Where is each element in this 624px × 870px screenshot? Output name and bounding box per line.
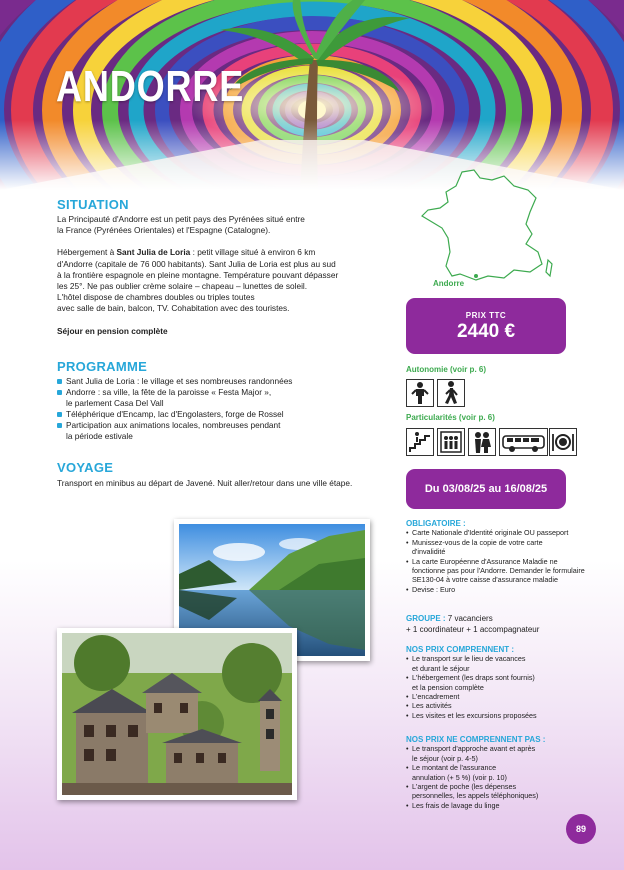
- list-item: • Le montant de l'assurance annulation (+ 5 %) (voir p. 10): [406, 763, 606, 782]
- voyage-heading: VOYAGE: [57, 460, 114, 475]
- meal-icon: [549, 428, 577, 456]
- situation-p1-line1: La Principauté d'Andorre est un petit pays des Pyrénées situé entre: [57, 214, 305, 224]
- comprennent-heading: NOS PRIX COMPRENNENT :: [406, 645, 515, 654]
- obligatoire-section: [406, 519, 606, 594]
- list-item: • Le transport sur le lieu de vacances et durant le séjour: [406, 654, 606, 673]
- list-item: Sant Julia de Loria : le village et ses nombreuses randonnées: [57, 376, 387, 387]
- france-map: [418, 168, 556, 288]
- list-item: Participation aux animations locales, nombreuses pendant la période estivale: [57, 420, 387, 442]
- group-icon: [437, 428, 465, 456]
- price-box: [406, 298, 566, 354]
- list-item: Téléphérique d'Encamp, lac d'Engolasters, forge de Rossel: [57, 409, 387, 420]
- ne-comprennent-heading: NOS PRIX NE COMPRENNENT PAS :: [406, 735, 546, 744]
- map-label-andorre: Andorre: [433, 279, 465, 288]
- price-value: 2440 €: [456, 321, 516, 342]
- situation-p3: Séjour en pension complète: [57, 325, 168, 336]
- village-photo: [57, 628, 297, 800]
- groupe-section: [406, 613, 606, 635]
- andorre-marker: [474, 274, 478, 278]
- list-item: • Les frais de lavage du linge: [406, 801, 606, 810]
- list-item: • L'encadrement: [406, 692, 606, 701]
- couple-icon: [468, 428, 496, 456]
- situation-p2-line2: d'Andorre (capitale de 76 000 habitants). Sant Julia de Loria est plus au sud: [57, 258, 336, 269]
- dates-badge: Du 03/08/25 au 16/08/25: [406, 469, 566, 509]
- page-number: 89: [566, 814, 596, 844]
- situation-p2-line4: les 25°. Ne pas oublier crème solaire – chapeau – lunettes de soleil.: [57, 281, 308, 292]
- price-label: PRIX TTC: [465, 311, 507, 320]
- situation-p1-line2: la France (Pyrénées Orientales) et l'Espagne (Catalogne).: [57, 225, 271, 236]
- obligatoire-heading: OBLIGATOIRE :: [406, 519, 466, 528]
- list-item: • L'hébergement (les draps sont fournis) et la pension complète: [406, 673, 606, 692]
- particularites-heading: Particularités (voir p. 6): [406, 413, 495, 422]
- minibus-icon: [499, 428, 548, 456]
- groupe-heading: GROUPE :: [406, 614, 446, 623]
- list-item: Andorre : sa ville, la fête de la paroisse « Festa Major », le parlement Casa Del Vall: [57, 387, 387, 409]
- situation-p2-line5: L'hôtel dispose de chambres doubles ou triples toutes: [57, 292, 255, 303]
- situation-p2-line6: avec salle de bain, balcon, TV. Cohabitation avec des touristes.: [57, 303, 290, 314]
- list-item: • Munissez-vous de la copie de votre carte d'invalidité: [406, 538, 606, 557]
- programme-list: [57, 376, 387, 442]
- voyage-text: Transport en minibus au départ de Javené. Nuit aller/retour dans une ville étape.: [57, 478, 353, 488]
- list-item: • Les visites et les excursions proposées: [406, 711, 606, 720]
- situation-text: [57, 214, 387, 348]
- situation-p2-bold: Sant Julia de Loria: [116, 247, 191, 258]
- list-item: • Les activités: [406, 701, 606, 710]
- situation-heading: SITUATION: [57, 197, 129, 212]
- walking-person-icon: [437, 379, 465, 407]
- list-item: • Devise : Euro: [406, 585, 606, 594]
- situation-p2-suffix: : petit village situé à environ 6 km: [190, 247, 316, 258]
- list-item: • La carte Européenne d'Assurance Maladie ne fonctionne pas pour l'Andorre. Demander le formulaire SE130-04 à votre caisse d'assurance maladie: [406, 557, 606, 585]
- autonomy-person-icon: [406, 379, 434, 407]
- programme-heading: PROGRAMME: [57, 359, 148, 374]
- list-item: • L'argent de poche (les dépenses personnelles, les appels téléphoniques): [406, 782, 606, 801]
- autonomie-heading: Autonomie (voir p. 6): [406, 365, 486, 374]
- situation-p2-line3: à la frontière espagnole en pleine montagne. Température pouvant dépasser: [57, 269, 339, 280]
- list-item: • Carte Nationale d'Identité originale OU passeport: [406, 528, 606, 537]
- page-title: ANDORRE: [56, 62, 245, 111]
- situation-p2-prefix: Hébergement à: [57, 247, 117, 258]
- groupe-line2: + 1 coordinateur + 1 accompagnateur: [406, 625, 540, 634]
- prix-ne-comprennent-section: [406, 735, 606, 810]
- groupe-line1: 7 vacanciers: [445, 614, 493, 623]
- stairs-icon: [406, 428, 434, 456]
- prix-comprennent-section: [406, 645, 606, 720]
- list-item: • Le transport d'approche avant et après le séjour (voir p. 4-5): [406, 744, 606, 763]
